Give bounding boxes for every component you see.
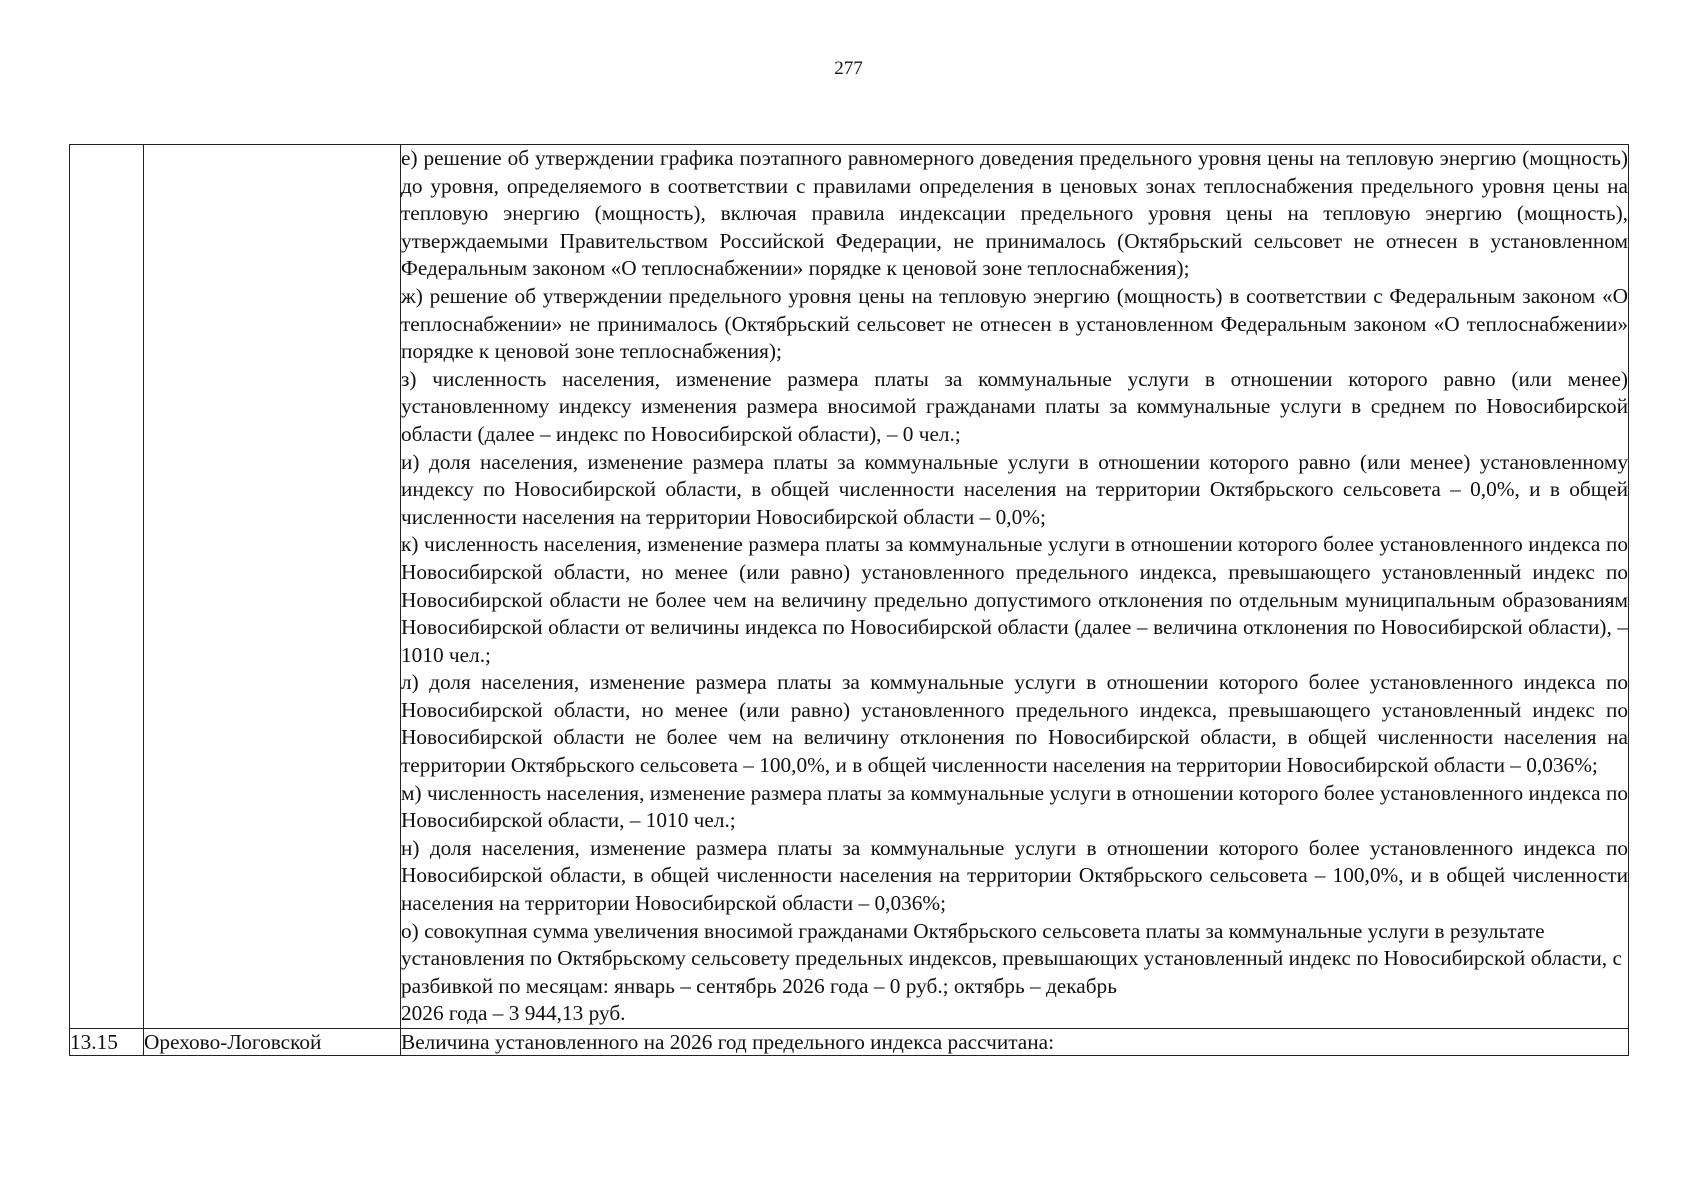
description-cell bbox=[401, 145, 1629, 1029]
description-cell bbox=[401, 1029, 1629, 1056]
paragraph-intro: Величина установленного на 2026 год предельного индекса рассчитана: bbox=[401, 1030, 1055, 1054]
paragraph-e: е) решение об утверждении графика поэтапного равномерного доведения предельного уровня цены на тепловую энергию (мощность) до уровня, определяемого в соответствии с правилами определения в ценовых зонах теплоснабжения предельного уровня цены на тепловую энергию (мощность), включая правила индексации предельного уровня цены на тепловую энергию (мощность), утверждаемыми Правительством Российской Федерации, не принималось (Октябрьский сельсовет не отнесен в установленном Федеральным законом «О теплоснабжении» порядке к ценовой зоне теплоснабжения); bbox=[401, 146, 1628, 281]
paragraph-zh: ж) решение об утверждении предельного уровня цены на тепловую энергию (мощность) в соответствии с Федеральным законом «О теплоснабжении» не принималось (Октябрьский сельсовет не отнесен в установленном Федеральным законом «О теплоснабжении» порядке к ценовой зоне теплоснабжения); bbox=[401, 283, 1628, 364]
municipality-name-cell bbox=[144, 145, 401, 1029]
paragraph-z: з) численность населения, изменение размера платы за коммунальные услуги в отношении которого равно (или менее) установленному индексу изменения размера вносимой гражданами платы за коммунальные услуги в среднем по Новосибирской области (далее – индекс по Новосибирской области), – 0 чел.; bbox=[401, 366, 1628, 446]
paragraph-m: м) численность населения, изменение размера платы за коммунальные услуги в отношении которого более установленного индекса по Новосибирской области, – 1010 чел.; bbox=[401, 780, 1628, 833]
row-number-cell: 13.15 bbox=[70, 1029, 144, 1056]
paragraph-k: к) численность населения, изменение размера платы за коммунальные услуги в отношении которого более установленного индекса по Новосибирской области, но менее (или равно) установленного предельного индекса, превышающего установленный индекс по Новосибирской области не более чем на величину предельно допустимого отклонения по отдельным муниципальным образованиям Новосибирской области от величины индекса по Новосибирской области (далее – величина отклонения по Новосибирской области), – 1010 чел.; bbox=[401, 532, 1628, 667]
page-number: 277 bbox=[834, 58, 863, 79]
table-row bbox=[70, 145, 1629, 1029]
row-number-cell bbox=[70, 145, 144, 1029]
paragraph-i: и) доля населения, изменение размера платы за коммунальные услуги в отношении которого равно (или менее) установленному индексу по Новосибирской области, в общей численности населения на территории Октябрьского сельсовета – 0,0%, и в общей численности населения на территории Новосибирской области – 0,0%; bbox=[401, 449, 1628, 529]
municipal-index-table bbox=[69, 144, 1629, 1056]
table-row bbox=[70, 1029, 1629, 1056]
paragraph-n: н) доля населения, изменение размера платы за коммунальные услуги в отношении которого более установленного индекса по Новосибирской области, в общей численности населения на территории Октябрьского сельсовета – 100,0%, и в общей численности населения на территории Новосибирской области – 0,036%; bbox=[401, 835, 1628, 916]
paragraph-o-continued: 2026 года – 3 944,13 руб. bbox=[401, 1001, 626, 1026]
municipality-name-cell: Орехово-Логовской bbox=[144, 1029, 401, 1056]
paragraph-o: о) совокупная сумма увеличения вносимой гражданами Октябрьского сельсовета платы за коммунальные услуги в результате установления по Октябрьскому сельсовету предельных индексов, превышающих установленный индекс по Новосибирской области, с разбивкой по месяцам: январь – сентябрь 2026 года – 0 руб.; октябрь – декабрь bbox=[401, 918, 1622, 998]
paragraph-l: л) доля населения, изменение размера платы за коммунальные услуги в отношении которого более установленного индекса по Новосибирской области, но менее (или равно) установленного предельного индекса, превышающего установленный индекс по Новосибирской области не более чем на величину отклонения по Новосибирской области, в общей численности населения на территории Октябрьского сельсовета – 100,0%, и в общей численности населения на территории Новосибирской области – 0,036%; bbox=[401, 670, 1628, 778]
